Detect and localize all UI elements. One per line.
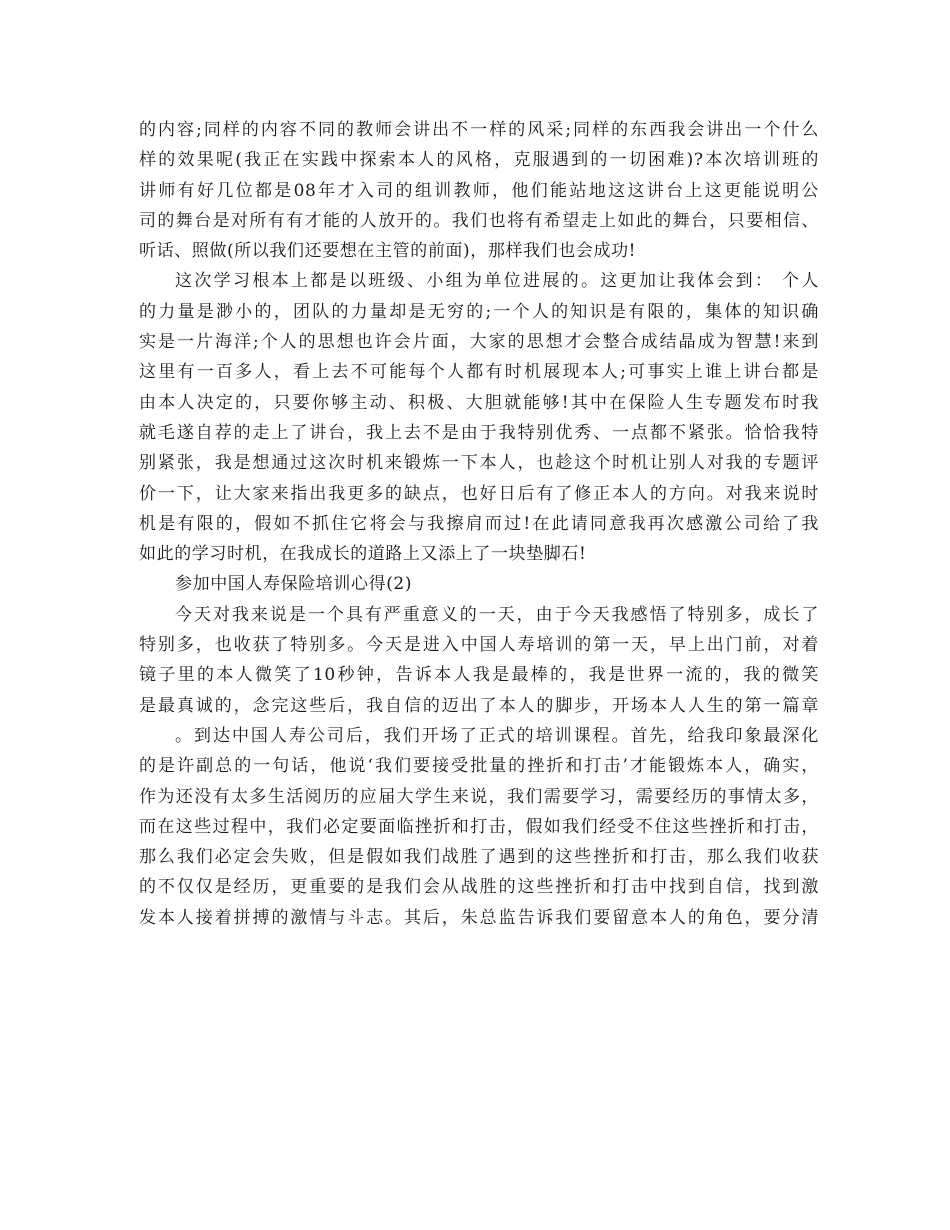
text-line: 听话、照做(所以我们还要想在主管的前面)，那样我们也会成功! xyxy=(139,241,637,262)
text-line: 那么我们必定会失败，但是假如我们战胜了遇到的这些挫折和打击，那么我们收获 xyxy=(139,847,819,868)
text-line: 就毛遂自荐的走上了讲台，我上去不是由于我特别优秀、一点都不紧张。恰恰我特 xyxy=(139,422,819,443)
text-line: 而在这些过程中，我们必定要面临挫折和打击，假如我们经受不住这些挫折和打击， xyxy=(139,816,819,837)
document-body xyxy=(139,115,819,933)
text-line: 的内容;同样的内容不同的教师会讲出不一样的风采;同样的东西我会讲出一个什么 xyxy=(139,120,819,140)
text-line: 是最真诚的，念完这些后，我自信的迈出了本人的脚步，开场本人人生的第一篇章 xyxy=(139,695,819,716)
text-line: 今天对我来说是一个具有严重意义的一天，由于今天我感悟了特别多，成长了 xyxy=(175,604,819,625)
text-line: 司的舞台是对所有有才能的人放开的。我们也将有希望走上如此的舞台，只要相信、 xyxy=(139,210,819,231)
text-line: 讲师有好几位都是08年才入司的组训教师，他们能站地这这讲台上这更能说明公 xyxy=(139,180,819,201)
text-line: 镜子里的本人微笑了10秒钟，告诉本人我是最棒的，我是世界一流的，我的微笑 xyxy=(139,665,819,686)
text-line: 别紧张，我是想通过这次时机来锻炼一下本人，也趁这个时机让别人对我的专题评 xyxy=(139,453,819,474)
text-line: 由本人决定的，只要你够主动、积极、大胆就能够!其中在保险人生专题发布时我 xyxy=(139,392,819,413)
text-line: 。到达中国人寿公司后，我们开场了正式的培训课程。首先，给我印象最深化 xyxy=(175,725,819,746)
text-line: 作为还没有太多生活阅历的应届大学生来说，我们需要学习，需要经历的事情太多， xyxy=(139,786,819,807)
text-line: 的不仅仅是经历，更重要的是我们会从战胜的这些挫折和打击中找到自信，找到激 xyxy=(139,877,819,898)
text-line: 特别多，也收获了特别多。今天是进入中国人寿培训的第一天，早上出门前，对着 xyxy=(139,635,819,656)
text-line: 的是许副总的一句话，他说‘我们要接受批量的挫折和打击’才能锻炼本人，确实， xyxy=(139,756,819,777)
text-line: 发本人接着拼搏的激情与斗志。其后，朱总监告诉我们要留意本人的角色，要分清 xyxy=(139,907,819,928)
text-line: 价一下，让大家来指出我更多的缺点，也好日后有了修正本人的方向。对我来说时 xyxy=(139,483,819,504)
text-line: 实是一片海洋;个人的思想也许会片面，大家的思想才会整合成结晶成为智慧!来到 xyxy=(139,332,819,353)
text-line: 机是有限的，假如不抓住它将会与我擦肩而过!在此请同意我再次感激公司给了我 xyxy=(139,513,819,534)
text-line: 参加中国人寿保险培训心得(2) xyxy=(175,574,413,595)
text-line: 这次学习根本上都是以班级、小组为单位进展的。这更加让我体会到： 个人 xyxy=(175,271,819,292)
text-line: 的力量是渺小的，团队的力量却是无穷的;一个人的知识是有限的，集体的知识确 xyxy=(139,301,819,322)
text-line: 样的效果呢(我正在实践中探索本人的风格，克服遇到的一切困难)?本次培训班的 xyxy=(139,150,819,171)
text-line: 如此的学习时机，在我成长的道路上又添上了一块垫脚石! xyxy=(139,544,587,565)
text-line: 这里有一百多人，看上去不可能每个人都有时机展现本人;可事实上谁上讲台都是 xyxy=(139,362,819,383)
